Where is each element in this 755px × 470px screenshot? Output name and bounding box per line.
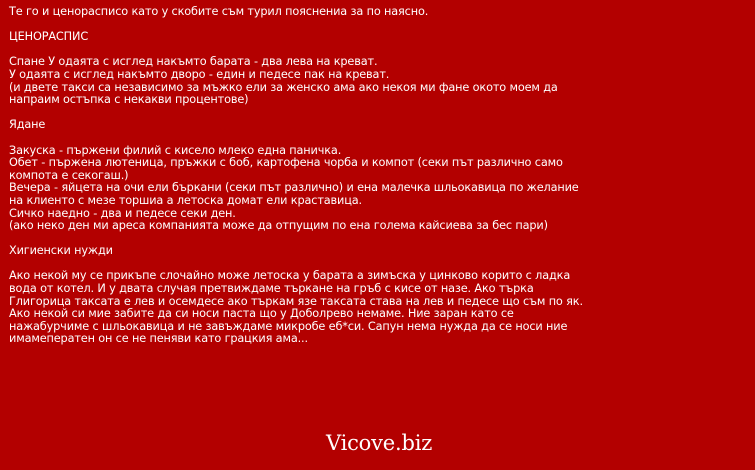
spacer bbox=[9, 233, 745, 246]
price-line: напраим остъпка с некакви процентове) bbox=[9, 93, 249, 107]
spacer bbox=[9, 107, 745, 120]
food-line: компота е секогаш.) bbox=[9, 168, 129, 182]
hygiene-line: Ако некой му се прикъпе слочайно може летоска у барата а зимъска у цинково корито с ладка bbox=[9, 269, 571, 283]
hygiene-line: нажабурчиме с шльокавица и не завъждаме микробе еб*си. Сапун нема нужда да се носи ние bbox=[9, 319, 568, 333]
food-line: Закуска - пържени филий с кисело млеко една паничка. bbox=[9, 143, 342, 157]
food-line: Обет - пържена лютеница, пръжки с боб, картофена чорба и компот (секи път различно само bbox=[9, 156, 563, 170]
food-line: Сичко наедно - два и педесе секи ден. bbox=[9, 206, 236, 220]
section-heading-food: Ядане bbox=[9, 118, 46, 132]
section-heading-price-list: ЦЕНОРАСПИС bbox=[9, 30, 89, 44]
document-body bbox=[9, 6, 745, 346]
hygiene-line: имамеператен он се не пеняви като грацкия ама... bbox=[9, 332, 308, 346]
price-line: У одаята с исглед накъмто дворо - един и педесе пак на креват. bbox=[9, 67, 390, 81]
spacer bbox=[9, 19, 745, 32]
price-line: Спане У одаята с исглед накъмто барата - два лева на креват. bbox=[9, 55, 378, 69]
hygiene-line: Ако некой си мие забите да си носи паста що у Доболрево немаме. Ние заран като се bbox=[9, 307, 514, 321]
section-heading-hygiene: Хигиенски нужди bbox=[9, 244, 113, 258]
hygiene-line: вода от котел. И у двата случая претвиждаме търкане на гръб с кисе от назе. Ако търка bbox=[9, 282, 534, 296]
hygiene-line: Глигорица таксата е лев и осемдесе ако търкам язе таксата става на лев и педесе що съм по як. bbox=[9, 294, 583, 308]
food-line: (ако неко ден ми ареса компанията може да отпущим по ена голема кайсиева за бес пари) bbox=[9, 219, 548, 233]
price-line: (и двете такси са независимо за мъжко ели за женско ама ако некоя ми фане окото моем да bbox=[9, 80, 558, 94]
food-line: на клиенто с мезе торшиа а летоска домат ели краставица. bbox=[9, 193, 362, 207]
site-watermark: Vicove.biz bbox=[326, 431, 433, 455]
spacer bbox=[9, 132, 745, 145]
food-line: Вечера - яйцета на очи ели бъркани (секи път различно) и ена малечка шльокавица по желание bbox=[9, 181, 579, 195]
intro-line: Те го и ценораспиcо като у скобите съм турил пояснениа за по наясно. bbox=[9, 5, 429, 18]
